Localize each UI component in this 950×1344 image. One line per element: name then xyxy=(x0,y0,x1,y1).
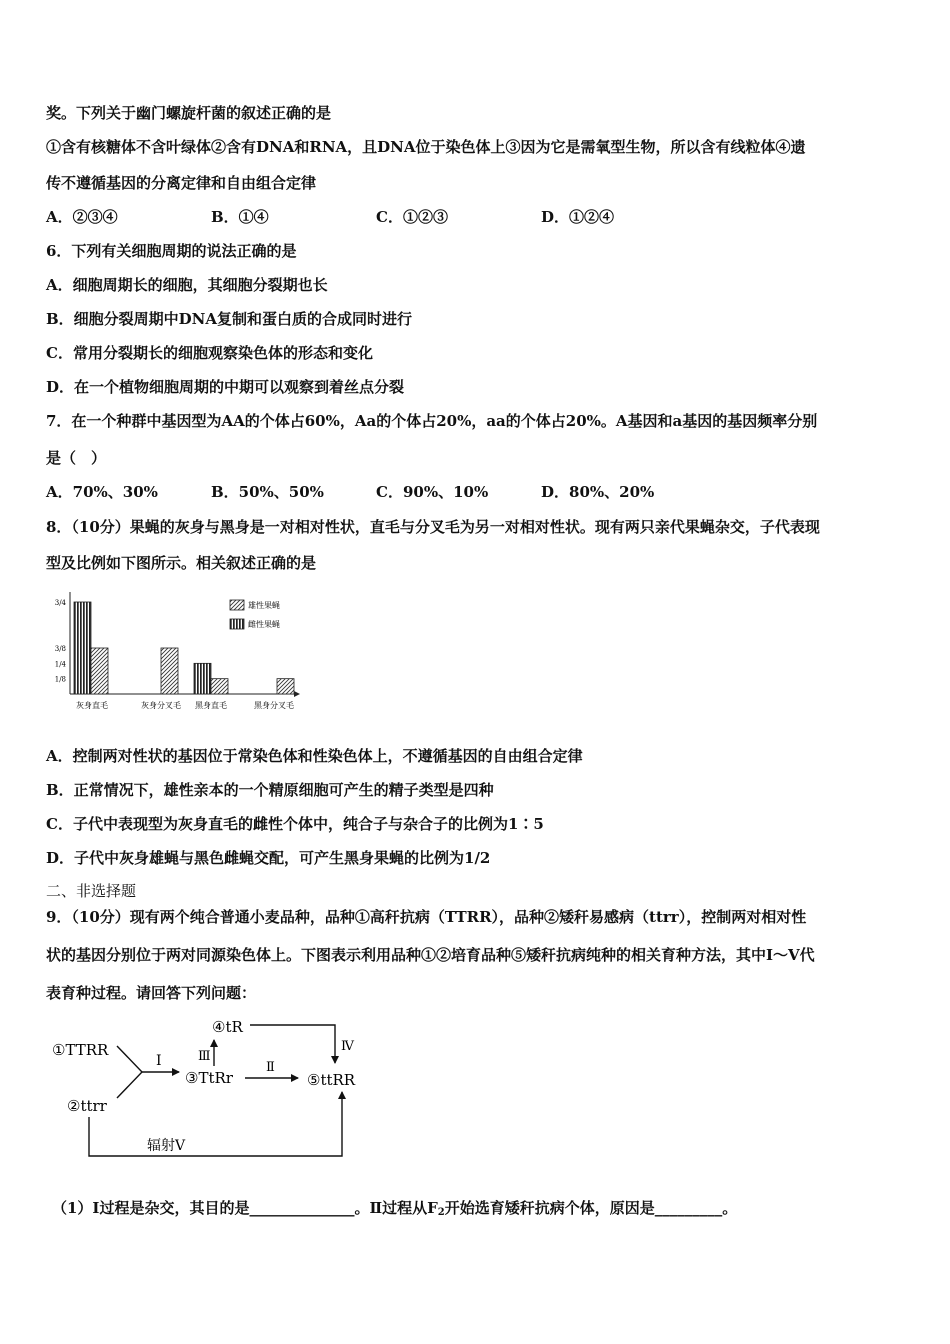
q8-stem-line1: 8．（10分）果蝇的灰身与黑身是一对相对性状，直毛与分叉毛为另一对相对性状。现有两只亲代果蝇杂交，子代表现 xyxy=(46,518,820,536)
bar-male-1 xyxy=(161,648,178,694)
legend-label: 雌性果蝇 xyxy=(248,620,280,629)
q5-option-d: D．①②④ xyxy=(541,208,615,226)
q5-option-c: C．①②③ xyxy=(376,208,448,226)
q8-stem-line2: 型及比例如下图所示。相关叙述正确的是 xyxy=(46,554,317,572)
x-tick-label: 黑身直毛 xyxy=(195,701,227,710)
process-5-label: 辐射Ⅴ xyxy=(147,1138,186,1154)
process-1-label: Ⅰ xyxy=(156,1053,162,1069)
q6-option-b: B．细胞分裂周期中DNA复制和蛋白质的合成同时进行 xyxy=(46,310,413,328)
legend-swatch xyxy=(230,619,244,629)
q7-option-d: D．80%、20% xyxy=(541,483,655,501)
q9-sub1-part-a: （1）Ⅰ过程是杂交，其目的是______________。Ⅱ过程从F xyxy=(52,1199,438,1217)
q9-subquestion-1 xyxy=(52,1198,737,1223)
q8-bar-chart xyxy=(44,588,304,714)
x-tick-label: 黑身分叉毛 xyxy=(254,701,294,710)
q9-stem-line1: 9．（10分）现有两个纯合普通小麦品种，品种①高秆抗病（TTRR），品种②矮秆易感病（ttrr），控制两对相对性 xyxy=(46,908,807,926)
bar-male-3 xyxy=(277,679,294,694)
q7-stem-line1: 7．在一个种群中基因型为AA的个体占60%，Aa的个体占20%，aa的个体占20%。A基因和a基因的基因频率分别 xyxy=(46,412,818,430)
section-title: 二、非选择题 xyxy=(46,882,137,900)
legend-swatch xyxy=(230,600,244,610)
process-4-arrow xyxy=(250,1025,335,1063)
x-tick-label: 灰身直毛 xyxy=(76,701,108,710)
legend-label: 雄性果蝇 xyxy=(248,601,280,610)
q7-option-a: A．70%、30% xyxy=(46,483,158,501)
process-2-label: Ⅱ xyxy=(266,1060,275,1075)
q9-sub1-part-b: 开始选育矮秆抗病个体，原因是_________。 xyxy=(444,1199,738,1217)
x-tick-label: 灰身分叉毛 xyxy=(141,701,181,710)
q5-option-a: A．②③④ xyxy=(46,208,118,226)
node-3-label: ③TtRr xyxy=(185,1069,233,1087)
node-2-label: ②ttrr xyxy=(67,1097,107,1115)
q9-sub1-subscript: 2 xyxy=(437,1207,445,1218)
q5-intro: 奖。下列关于幽门螺旋杆菌的叙述正确的是 xyxy=(46,104,332,122)
q9-stem-line3: 表育种过程。请回答下列问题： xyxy=(46,984,257,1002)
node-4-label: ④tR xyxy=(212,1018,243,1036)
q9-stem-line2: 状的基因分别位于两对同源染色体上。下图表示利用品种①②培育品种⑤矮秆抗病纯种的相关育种方法，其中Ⅰ～Ⅴ代 xyxy=(46,946,815,964)
y-tick-label: 1/4 xyxy=(54,660,66,669)
process-5-arrow xyxy=(89,1092,342,1156)
q6-option-c: C．常用分裂期长的细胞观察染色体的形态和变化 xyxy=(46,344,373,362)
q7-stem-line2: 是（ ） xyxy=(46,449,107,467)
process-3-label: Ⅲ xyxy=(198,1049,211,1064)
y-tick-label: 3/8 xyxy=(54,645,66,653)
q6-option-d: D．在一个植物细胞周期的中期可以观察到着丝点分裂 xyxy=(46,378,405,396)
q7-option-c: C．90%、10% xyxy=(376,483,489,501)
q5-option-b: B．①④ xyxy=(211,208,269,226)
q8-option-b: B．正常情况下，雄性亲本的一个精原细胞可产生的精子类型是四种 xyxy=(46,781,494,799)
q8-option-d: D．子代中灰身雄蝇与黑色雌蝇交配，可产生黑身果蝇的比例为1/2 xyxy=(46,849,491,867)
q8-option-a: A．控制两对性状的基因位于常染色体和性染色体上，不遵循基因的自由组合定律 xyxy=(46,747,583,765)
q6-stem: 6．下列有关细胞周期的说法正确的是 xyxy=(46,242,297,260)
bar-male-0 xyxy=(91,648,108,694)
breeding-diagram xyxy=(44,1010,374,1165)
y-tick-label: 3/4 xyxy=(54,599,66,607)
bar-female-0 xyxy=(74,602,91,694)
node-1-label: ①TTRR xyxy=(52,1041,109,1059)
node-5-label: ⑤ttRR xyxy=(307,1071,356,1089)
bar-male-2 xyxy=(211,679,228,694)
y-tick-label: 1/8 xyxy=(54,675,66,684)
cross-lines xyxy=(117,1046,142,1098)
process-4-label: Ⅳ xyxy=(341,1039,354,1054)
q5-statements-line1: ①含有核糖体不含叶绿体②含有DNA和RNA，且DNA位于染色体上③因为它是需氧型生物，所以含有线粒体④遗 xyxy=(46,138,806,156)
q8-option-c: C．子代中表现型为灰身直毛的雌性个体中，纯合子与杂合子的比例为1∶5 xyxy=(46,815,544,833)
q5-statements-line2: 传不遵循基因的分离定律和自由组合定律 xyxy=(46,174,317,192)
q7-option-b: B．50%、50% xyxy=(211,483,324,501)
q6-option-a: A．细胞周期长的细胞，其细胞分裂期也长 xyxy=(46,276,328,294)
bar-female-2 xyxy=(194,663,211,694)
